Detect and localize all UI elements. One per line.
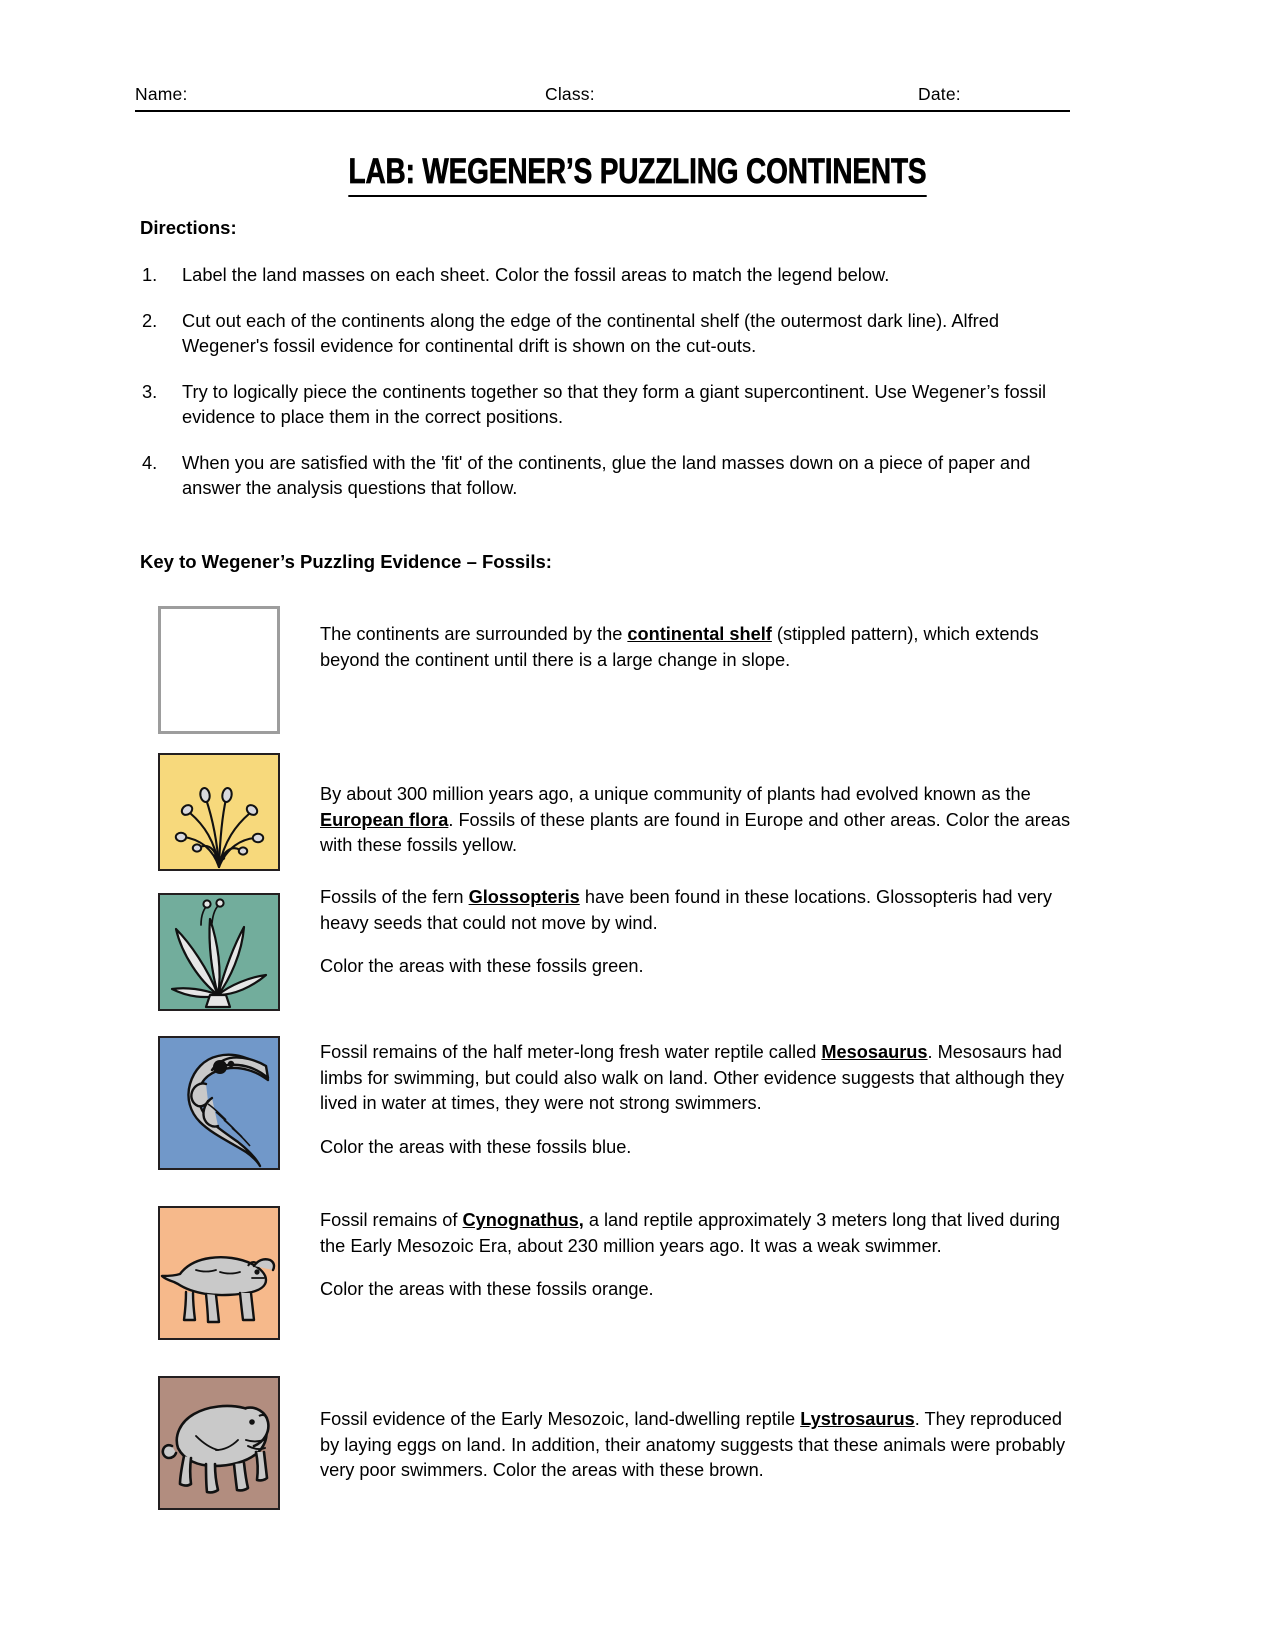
legend-pre-text: Fossil remains of the half meter-long fresh water reptile called bbox=[320, 1042, 822, 1062]
date-label: Date: bbox=[918, 84, 961, 104]
directions-item bbox=[140, 308, 1080, 359]
legend-paragraph bbox=[320, 782, 1072, 859]
directions-item-text: When you are satisfied with the 'fit' of the continents, glue the land masses down on a piece of paper and answer the analysis questions that follow. bbox=[182, 451, 1031, 498]
lystrosaurus-reptile-icon bbox=[158, 1376, 280, 1510]
legend-emphasis-text: Cynognathus, bbox=[462, 1210, 584, 1230]
legend-emphasis-text: continental shelf bbox=[627, 624, 772, 644]
legend-post-text: . They reproduced by laying eggs on land. In addition, their anatomy suggests that these animals were probably very poor swimmers. Color the areas with these brown. bbox=[320, 1409, 1066, 1480]
legend-paragraph bbox=[320, 1040, 1072, 1117]
legend-post-text: . Fossils of these plants are found in Europe and other areas. Color the areas with these fossils yellow. bbox=[320, 809, 1071, 855]
fern-leaf-icon bbox=[158, 893, 280, 1011]
legend-paragraph bbox=[320, 885, 1072, 936]
legend-pre-text: The continents are surrounded by the bbox=[320, 624, 628, 644]
legend-emphasis-text: Mesosaurus bbox=[821, 1042, 928, 1062]
legend-paragraph bbox=[320, 1208, 1072, 1259]
legend-post-text: have been found in these locations. Glossopteris had very heavy seeds that could not move by wind. bbox=[320, 887, 1052, 933]
legend-pre-text: By about 300 million years ago, a unique community of plants had evolved known as the bbox=[320, 784, 1031, 804]
directions-item-number: 3. bbox=[142, 380, 158, 402]
legend-text-glossopteris bbox=[320, 885, 1072, 980]
legend-paragraph bbox=[320, 1277, 1072, 1303]
legend-paragraph bbox=[320, 622, 1072, 673]
directions-item-text: Try to logically piece the continents together so that they form a giant supercontinent. Use Wegener’s fossil evidence to place them in the correct positions. bbox=[182, 380, 1047, 427]
directions-item-text: Cut out each of the continents along the edge of the continental shelf (the outermost dark line). Alfred Wegener's fossil evidence for continental drift is shown on the cut-outs. bbox=[182, 309, 1000, 356]
directions-item bbox=[140, 262, 1080, 288]
class-label: Class: bbox=[545, 84, 595, 104]
legend-paragraph bbox=[320, 954, 1072, 980]
header-divider bbox=[135, 110, 1070, 112]
directions-item-text: Label the land masses on each sheet. Color the fossil areas to match the legend below. bbox=[182, 264, 890, 285]
directions-list bbox=[140, 262, 1080, 521]
name-label: Name: bbox=[135, 84, 188, 104]
legend-pre-text: Fossils of the fern bbox=[320, 887, 469, 907]
fossil-key-heading: Key to Wegener’s Puzzling Evidence – Fossils: bbox=[140, 551, 552, 572]
legend-color-instruction: Color the areas with these fossils green. bbox=[320, 956, 644, 976]
legend-pre-text: Fossil evidence of the Early Mesozoic, land-dwelling reptile bbox=[320, 1409, 801, 1429]
legend-post-text: a land reptile approximately 3 meters long that lived during the Early Mesozoic Era, about 230 million years ago. It was a weak swimmer. bbox=[320, 1210, 1060, 1256]
directions-item bbox=[140, 379, 1080, 430]
legend-text-mesosaurus bbox=[320, 1040, 1072, 1160]
page-title-text: LAB: WEGENER’S PUZZLING CONTINENTS bbox=[349, 152, 927, 197]
legend-text-european-flora bbox=[320, 782, 1072, 859]
legend-text-continental-shelf bbox=[320, 622, 1072, 673]
directions-item-number: 4. bbox=[142, 451, 158, 473]
page-title bbox=[128, 152, 1148, 197]
legend-emphasis-text: Lystrosaurus bbox=[800, 1409, 915, 1429]
student-info-row bbox=[135, 84, 1070, 110]
legend-post-text: . Mesosaurs had limbs for swimming, but could also walk on land. Other evidence suggests that although they lived in water at times, they were not strong swimmers. bbox=[320, 1042, 1065, 1113]
legend-paragraph bbox=[320, 1135, 1072, 1161]
directions-item bbox=[140, 450, 1080, 501]
legend-emphasis-text: Glossopteris bbox=[468, 887, 580, 907]
legend-color-instruction: Color the areas with these fossils orange. bbox=[320, 1279, 654, 1299]
legend-color-instruction: Color the areas with these fossils blue. bbox=[320, 1136, 632, 1157]
legend-text-lystrosaurus bbox=[320, 1407, 1072, 1484]
legend-emphasis-text: European flora bbox=[320, 809, 449, 830]
directions-item-number: 1. bbox=[142, 264, 158, 285]
legend-paragraph bbox=[320, 1407, 1072, 1484]
mesosaurus-reptile-icon bbox=[158, 1036, 280, 1170]
cynognathus-reptile-icon bbox=[158, 1206, 280, 1340]
legend-post-text: (stippled pattern), which extends beyond the continent until there is a large change in slope. bbox=[320, 624, 1039, 670]
directions-item-number: 2. bbox=[142, 309, 158, 331]
stipple-pattern-icon bbox=[158, 606, 280, 734]
flora-plant-icon bbox=[158, 753, 280, 871]
legend-text-cynognathus bbox=[320, 1208, 1072, 1303]
directions-heading: Directions: bbox=[140, 217, 237, 238]
legend-pre-text: Fossil remains of bbox=[320, 1210, 463, 1230]
